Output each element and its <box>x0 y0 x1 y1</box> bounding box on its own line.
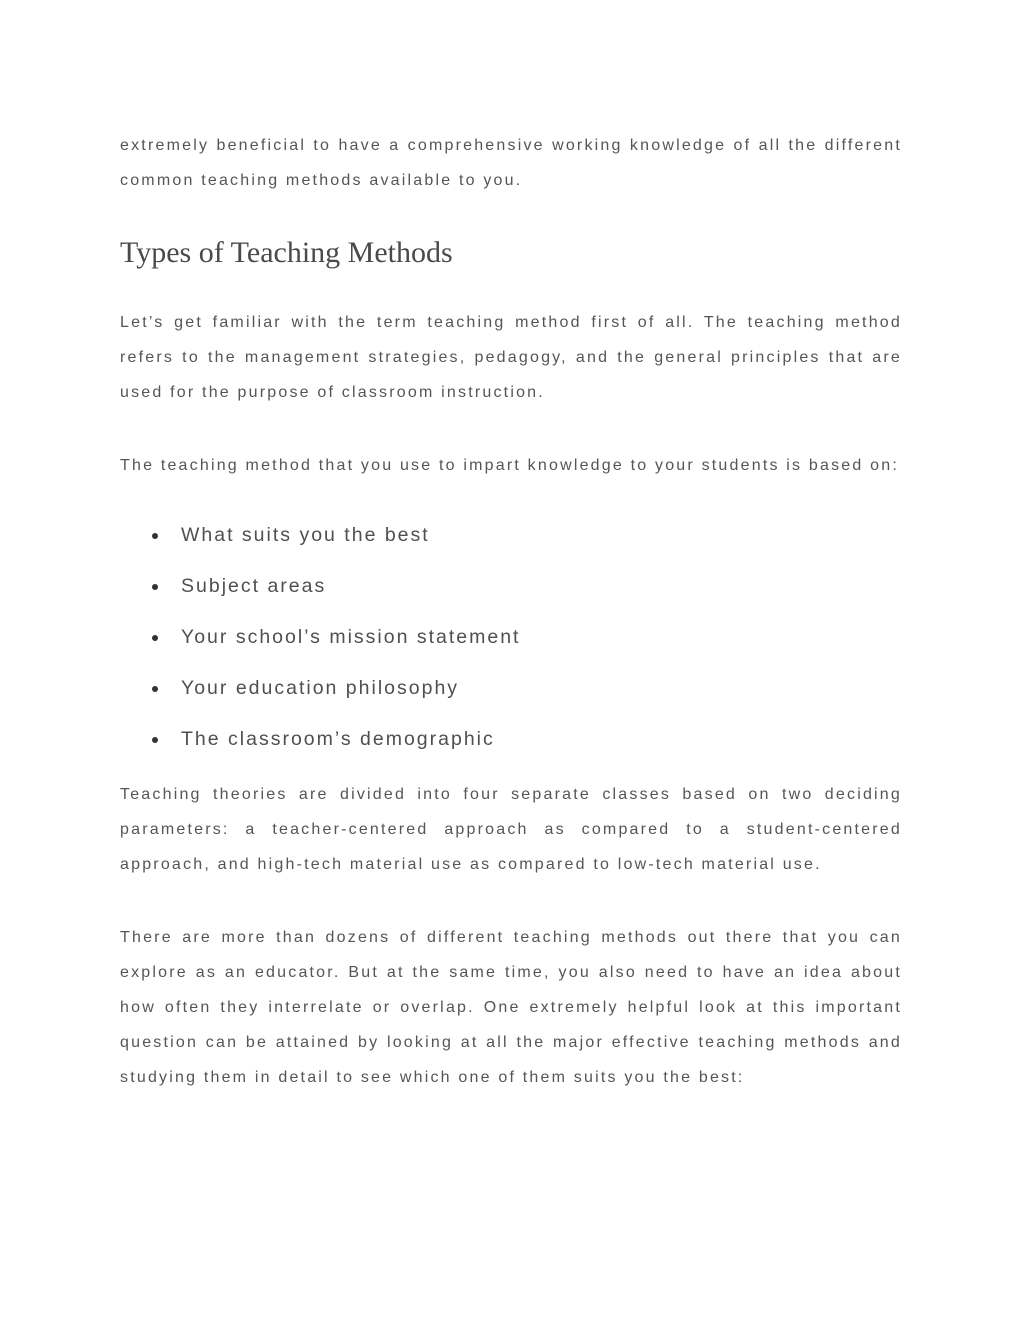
overview-paragraph: There are more than dozens of different teaching methods out there that you can explore as an educator. But at the same time, you also need to have an idea about how often they interrelate or overlap. One extremely helpful look at this important question can be attained by looking at all the major effective teaching methods and studying them in detail to see which one of them suits you the best: <box>120 929 902 1086</box>
list-item <box>120 522 902 548</box>
bullet-icon <box>152 686 158 692</box>
list-item-text: What suits you the best <box>181 524 430 546</box>
list-item <box>120 624 902 650</box>
based-on-paragraph: The teaching method that you use to impart knowledge to your students is based on: <box>120 457 899 474</box>
bullet-icon <box>152 737 158 743</box>
list-item <box>120 675 902 701</box>
bullet-list <box>120 522 902 752</box>
list-item-text: Your education philosophy <box>181 677 460 699</box>
list-item-text: The classroom’s demographic <box>181 728 495 750</box>
list-item-text: Your school’s mission statement <box>181 626 521 648</box>
bullet-icon <box>152 584 158 590</box>
list-item <box>120 573 902 599</box>
definition-paragraph: Let’s get familiar with the term teaching method first of all. The teaching method refers to the management strategies, pedagogy, and the general principles that are used for the purpose of classroom instruction. <box>120 314 902 401</box>
list-item-text: Subject areas <box>181 575 327 597</box>
section-heading: Types of Teaching Methods <box>120 236 453 269</box>
theories-paragraph: Teaching theories are divided into four separate classes based on two deciding parameters: a teacher-centered approach as compared to a student-centered approach, and high-tech material use as compared to low-tech material use. <box>120 786 902 873</box>
bullet-icon <box>152 533 158 539</box>
intro-paragraph: extremely beneficial to have a comprehensive working knowledge of all the different common teaching methods available to you. <box>120 137 902 189</box>
document-page <box>120 128 902 1095</box>
bullet-icon <box>152 635 158 641</box>
list-item <box>120 726 902 752</box>
